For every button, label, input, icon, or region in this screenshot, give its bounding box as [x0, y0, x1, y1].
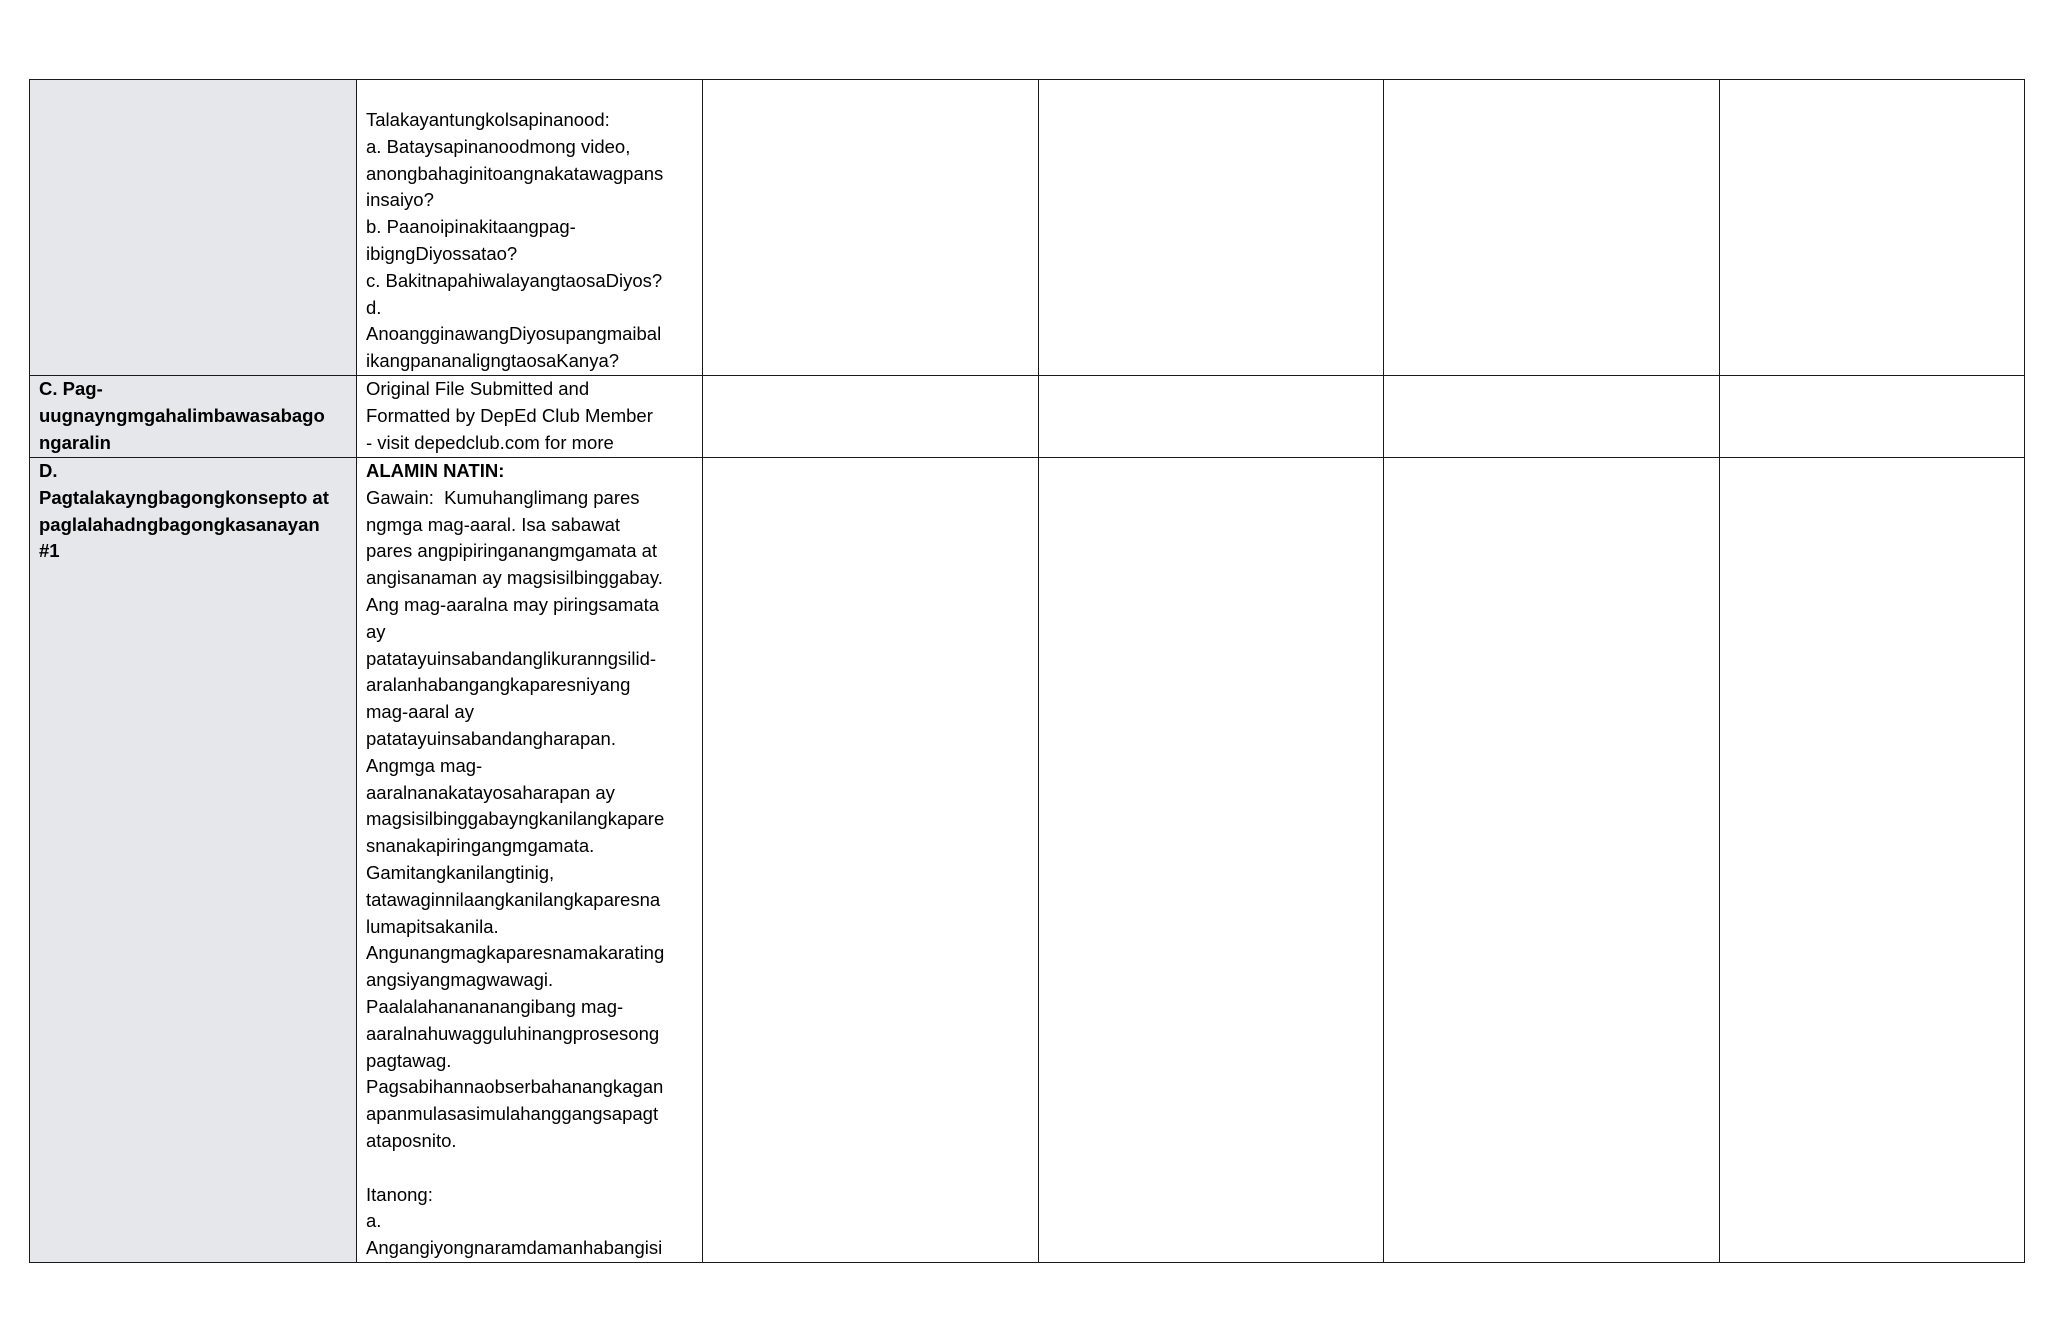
content-line: ngmga mag-aaral. Isa sabawat: [366, 513, 620, 535]
content-line: Gamitangkanilangtinig,: [366, 861, 555, 883]
content-line: apanmulasasimulahanggangsapagt: [366, 1103, 659, 1125]
content-line: Original File Submitted and: [366, 378, 590, 399]
empty-cell: [1720, 80, 2025, 376]
discussion-questions: [366, 80, 694, 375]
content-line: anongbahaginitoangnakatawagpans: [366, 162, 664, 184]
content-line: magsisilbinggabayngkanilangkapare: [366, 808, 665, 830]
content-line: ataposnito.: [366, 1129, 457, 1151]
content-line: insaiyo?: [366, 189, 434, 211]
content-line: a.: [366, 1210, 382, 1232]
table-row: [30, 80, 2025, 376]
content-line: Formatted by DepEd Club Member: [366, 404, 653, 426]
content-line: c. BakitnapahiwalayangtaosaDiyos?: [366, 269, 663, 291]
content-line: pares angpipiringanangmgamata at: [366, 540, 658, 562]
section-d-label: [39, 458, 348, 565]
label-line: C. Pag-: [39, 378, 103, 399]
content-line: pagtawag.: [366, 1049, 452, 1071]
row-content-cell: [357, 458, 703, 1263]
table-row: [30, 376, 2025, 458]
empty-cell: [1720, 458, 2025, 1263]
content-line: Angmga mag-: [366, 754, 483, 776]
content-line: ikangpananaligngtaosaKanya?: [366, 350, 620, 372]
watermark-note: [366, 376, 694, 456]
label-line: ngaralin: [39, 431, 111, 453]
content-line: Angangiyongnaramdamanhabangisi: [366, 1237, 663, 1259]
empty-cell: [1039, 458, 1384, 1263]
content-heading: ALAMIN NATIN:: [366, 460, 505, 481]
content-line: aaralnahuwagguluhinangprosesong: [366, 1022, 660, 1044]
activity-instructions: [366, 458, 694, 1262]
content-line: aaralnanakatayosaharapan ay: [366, 781, 615, 803]
label-line: D.: [39, 460, 58, 481]
content-line: patatayuinsabandangharapan.: [366, 727, 616, 749]
row-label-cell: [30, 376, 357, 458]
empty-cell: [703, 376, 1039, 458]
empty-cell: [1039, 376, 1384, 458]
daily-lesson-log-table: [29, 79, 2025, 1263]
empty-cell: [1039, 80, 1384, 376]
empty-cell: [1384, 458, 1720, 1263]
content-line: mag-aaral ay: [366, 701, 474, 723]
row-label-cell: [30, 458, 357, 1263]
empty-cell: [1384, 376, 1720, 458]
row-content-cell: [357, 80, 703, 376]
content-line: b. Paanoipinakitaangpag-: [366, 216, 576, 238]
content-line: snanakapiringangmgamata.: [366, 835, 595, 857]
content-line: Pagsabihannaobserbahanangkagan: [366, 1076, 664, 1098]
content-line: - visit depedclub.com for more: [366, 431, 614, 453]
content-line: tatawaginnilaangkanilangkaparesna: [366, 888, 661, 910]
content-line: Talakayantungkolsapinanood:: [366, 109, 610, 130]
content-line: lumapitsakanila.: [366, 915, 499, 937]
row-content-cell: [357, 376, 703, 458]
content-line: a. Bataysapinanoodmong video,: [366, 135, 631, 157]
empty-cell: [1384, 80, 1720, 376]
section-c-label: [39, 376, 348, 456]
label-line: uugnayngmgahalimbawasabago: [39, 404, 325, 426]
content-line: Angunangmagkaparesnamakarating: [366, 942, 665, 964]
content-line: Gawain: Kumuhanglimang pares: [366, 486, 640, 508]
content-line: ay: [366, 620, 386, 642]
content-line: angisanaman ay magsisilbinggabay.: [366, 567, 663, 589]
content-line: aralanhabangangkaparesniyang: [366, 674, 631, 696]
blank-line: [366, 1155, 694, 1182]
empty-cell: [1720, 376, 2025, 458]
content-line: Paalalahanananangibang mag-: [366, 995, 624, 1017]
label-line: #1: [39, 540, 60, 562]
empty-cell: [703, 458, 1039, 1263]
table-row: [30, 458, 2025, 1263]
label-line: paglalahadngbagongkasanayan: [39, 513, 320, 535]
content-line: ibigngDiyossatao?: [366, 242, 518, 264]
content-line: Itanong:: [366, 1183, 433, 1205]
content-line: patatayuinsabandanglikuranngsilid-: [366, 647, 657, 669]
label-line: Pagtalakayngbagongkonsepto at: [39, 486, 329, 508]
content-line: angsiyangmagwawagi.: [366, 969, 554, 991]
row-label-cell: [30, 80, 357, 376]
content-line: d.: [366, 296, 382, 318]
empty-cell: [703, 80, 1039, 376]
content-line: Ang mag-aaralna may piringsamata: [366, 593, 660, 615]
content-line: AnoangginawangDiyosupangmaibal: [366, 323, 662, 345]
